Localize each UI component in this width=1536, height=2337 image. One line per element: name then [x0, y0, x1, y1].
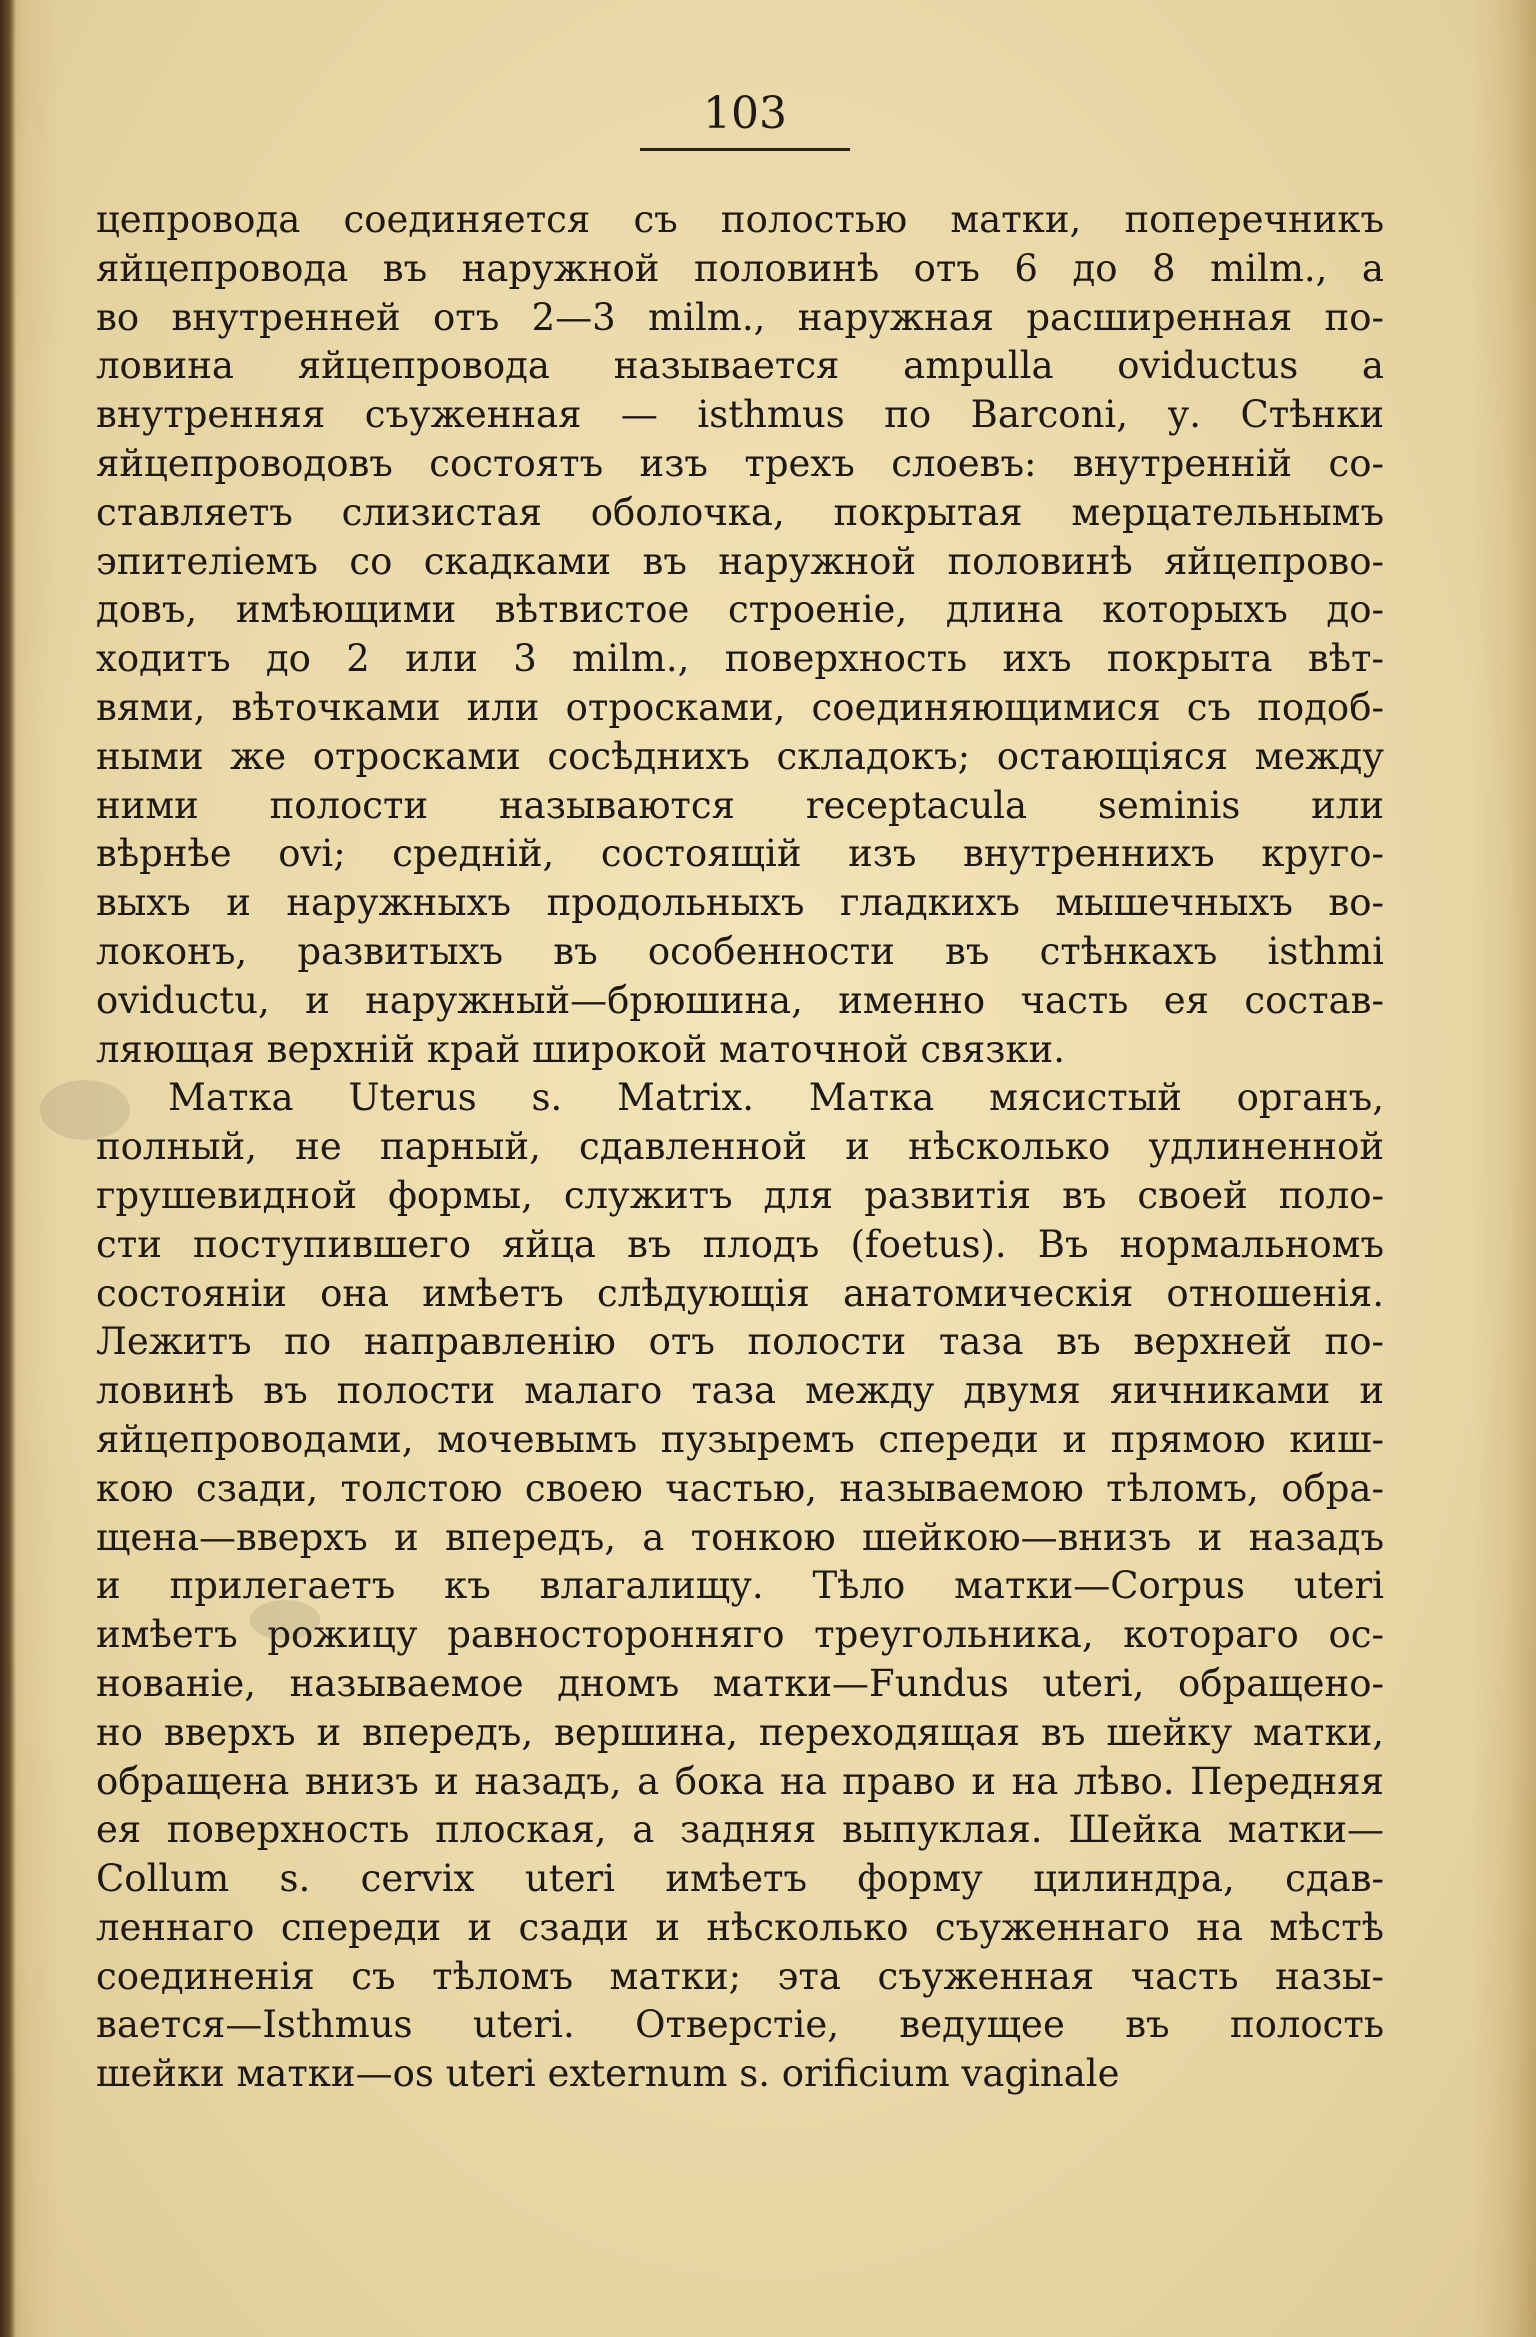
text-line: Лежитъ по направленію отъ полости таза въ верхней по- — [96, 1320, 1384, 1364]
text-line: соединенія съ тѣломъ матки; эта съуженная часть назы- — [96, 1954, 1384, 1998]
text-line: ляющая верхній край широкой маточной связки. — [96, 1027, 1065, 1071]
text-line: полный, не парный, сдавленной и нѣсколько удлиненной — [96, 1125, 1384, 1169]
text-line: кою сзади, толстою своею частью, называемою тѣломъ, обра- — [96, 1466, 1384, 1510]
page-number-rule — [640, 148, 850, 151]
text-line: во внутренней отъ 2—3 milm., наружная расширенная по- — [96, 295, 1384, 339]
text-line: вѣрнѣе ovi; средній, состоящій изъ внутреннихъ круго- — [96, 832, 1384, 876]
text-line: имѣетъ рожицу равносторонняго треугольника, котораго ос- — [96, 1613, 1384, 1657]
text-line: но вверхъ и впередъ, вершина, переходящая въ шейку матки, — [96, 1710, 1384, 1754]
text-line: Collum s. cervix uteri имѣетъ форму цилиндра, сдав- — [96, 1857, 1384, 1901]
text-line: яйцепроводовъ состоятъ изъ трехъ слоевъ: внутренній со- — [96, 441, 1384, 485]
text-line: локонъ, развитыхъ въ особенности въ стѣнкахъ isthmi — [96, 929, 1384, 973]
text-line: сти поступившего яйца въ плодъ (foetus). Въ нормальномъ — [96, 1222, 1384, 1266]
paragraph-fallopian-tubes — [96, 196, 1384, 1074]
text-line: вается—Isthmus uteri. Отверстіе, ведущее въ полость — [96, 2003, 1384, 2047]
text-line: нованіе, называемое дномъ матки—Fundus uteri, обращено- — [96, 1661, 1384, 1705]
text-line: цепровода соединяется съ полостью матки, поперечникъ — [96, 198, 1384, 241]
text-line: грушевидной формы, служитъ для развитія въ своей поло- — [96, 1173, 1384, 1217]
paragraph-uterus — [96, 1074, 1384, 2099]
text-line: ными же отросками сосѣднихъ складокъ; остающіяся между — [96, 734, 1384, 778]
text-line: ея поверхность плоская, а задняя выпуклая. Шейка матки— — [96, 1808, 1384, 1852]
text-line: шейки матки—os uteri externum s. orificium vaginale — [96, 2052, 1120, 2096]
text-line: ходитъ до 2 или 3 milm., поверхность ихъ покрыта вѣт- — [96, 637, 1384, 681]
text-line: состояніи она имѣетъ слѣдующія анатомическія отношенія. — [96, 1271, 1384, 1315]
text-line: ловинѣ въ полости малаго таза между двумя яичниками и — [96, 1369, 1384, 1413]
text-line: oviductu, и наружный—брюшина, именно часть ея состав- — [96, 978, 1384, 1022]
body-text — [96, 196, 1384, 2099]
page-number: 103 — [703, 88, 787, 139]
text-line: эпителіемъ со скадками въ наружной половинѣ яйцепрово- — [96, 539, 1384, 583]
text-line: яйцепровода въ наружной половинѣ отъ 6 до 8 milm., а — [96, 246, 1384, 290]
text-line: ловина яйцепровода называется ampulla oviductus а — [96, 344, 1384, 388]
text-line: ставляетъ слизистая оболочка, покрытая мерцательнымъ — [96, 490, 1384, 534]
page-spine-shadow — [0, 0, 16, 2337]
text-line: вями, вѣточками или отросками, соединяющимися съ подоб- — [96, 685, 1384, 729]
text-line: и прилегаетъ къ влагалищу. Тѣло матки—Corpus uteri — [96, 1564, 1384, 1608]
text-line: Матка Uterus s. Matrix. Матка мясистый органъ, — [168, 1076, 1384, 1120]
text-line: щена—вверхъ и впередъ, а тонкою шейкою—внизъ и назадъ — [96, 1515, 1384, 1559]
text-line: выхъ и наружныхъ продольныхъ гладкихъ мышечныхъ во- — [96, 881, 1384, 925]
text-line: ними полости называются receptacula seminis или — [96, 783, 1384, 827]
text-line: довъ, имѣющими вѣтвистое строеніе, длина которыхъ до- — [96, 588, 1384, 632]
text-line: яйцепроводами, мочевымъ пузыремъ спереди и прямою киш- — [96, 1417, 1384, 1461]
text-line: внутренняя съуженная — isthmus по Barconi, у. Стѣнки — [96, 393, 1384, 437]
text-line: леннаго спереди и сзади и нѣсколько съуженнаго на мѣстѣ — [96, 1905, 1384, 1949]
text-line: обращена внизъ и назадъ, а бока на право и на лѣво. Передняя — [96, 1759, 1384, 1803]
